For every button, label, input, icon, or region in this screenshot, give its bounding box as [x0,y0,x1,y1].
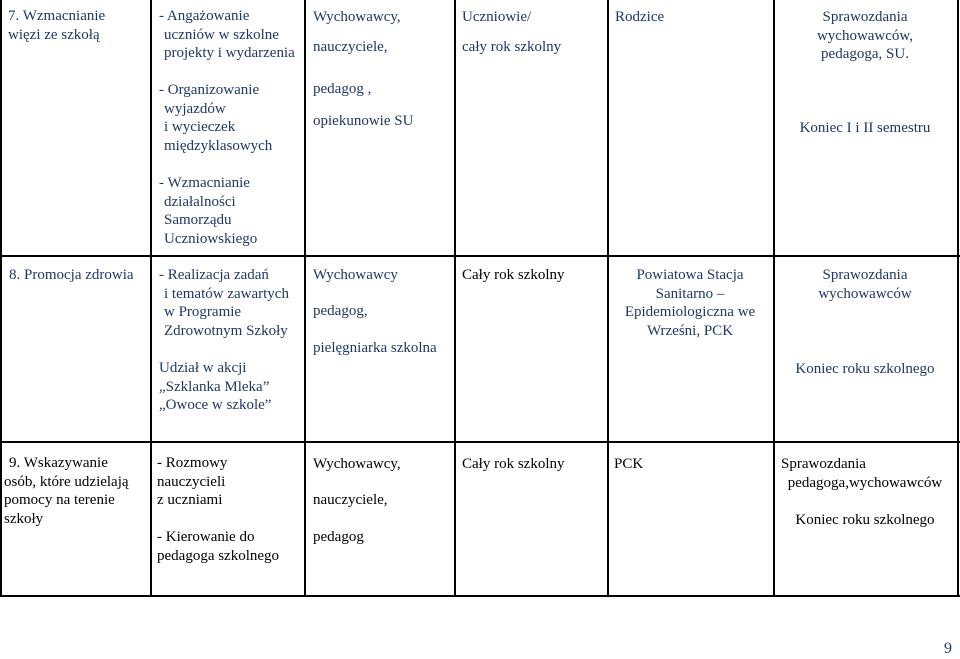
row8-tasks-2: Udział w akcji „Szklanka Mleka” „Owoce w szkole” [159,360,272,413]
row7-tasks-1: - Angażowanie uczniów w szkolne projekty i wydarzenia [159,8,295,61]
row9-tasks-2: - Kierowanie do pedagoga szkolnego [157,529,280,564]
row-divider [0,441,960,443]
row7-tasks-2: - Organizowanie wyjazdów i wycieczek międzyklasowych [159,82,273,154]
row8-responsible: Wychowawcy pedagog, pielęgniarka szkolna [313,267,437,356]
row8-evaluation: Sprawozdania wychowawców [818,267,912,302]
row9-evaluation: Sprawozdania pedagoga,wychowawców [781,456,943,491]
row7-evaluation: Sprawozdania wychowawców, pedagoga, SU. [816,9,914,62]
column-divider [454,0,456,597]
row9-tasks-1: - Rozmowy nauczycieli z uczniami [157,455,228,508]
row9-partners: PCK [614,456,644,472]
row-divider [0,255,960,257]
row9-responsible: Wychowawcy, nauczyciele, pedagog [313,456,401,545]
row7-participants: Uczniowie/ cały rok szkolny [462,9,562,55]
row8-area: 8. Promocja zdrowia [9,267,134,283]
row8-evaluation-period: Koniec roku szkolnego [795,361,935,377]
row7-responsible: Wychowawcy, nauczyciele, pedagog , opiekunowie SU [313,9,414,129]
table-border-bottom [0,595,960,597]
row8-partners: Powiatowa Stacja Sanitarno – Epidemiologiczna we Wrześni, PCK [624,267,756,339]
page-number: 9 [944,640,952,657]
table-border-left [0,0,2,597]
row9-area: 9. Wskazywanie osób, które udzielają pomocy na terenie szkoły [4,455,129,527]
row8-time: Cały rok szkolny [462,267,565,283]
row7-tasks-3: - Wzmacnianie działalności Samorządu Uczniowskiego [159,175,258,247]
row7-evaluation-period: Koniec I i II semestru [799,120,931,136]
column-divider [304,0,306,597]
table-border-right [957,0,959,597]
row7-area: 7. Wzmacnianie więzi ze szkołą [8,8,106,43]
column-divider [150,0,152,597]
row7-partners: Rodzice [615,9,665,25]
row9-evaluation-period: Koniec roku szkolnego [795,512,935,528]
row9-time: Cały rok szkolny [462,456,565,472]
row8-tasks-1: - Realizacja zadań i tematów zawartych w Programie Zdrowotnym Szkoły [159,267,289,339]
